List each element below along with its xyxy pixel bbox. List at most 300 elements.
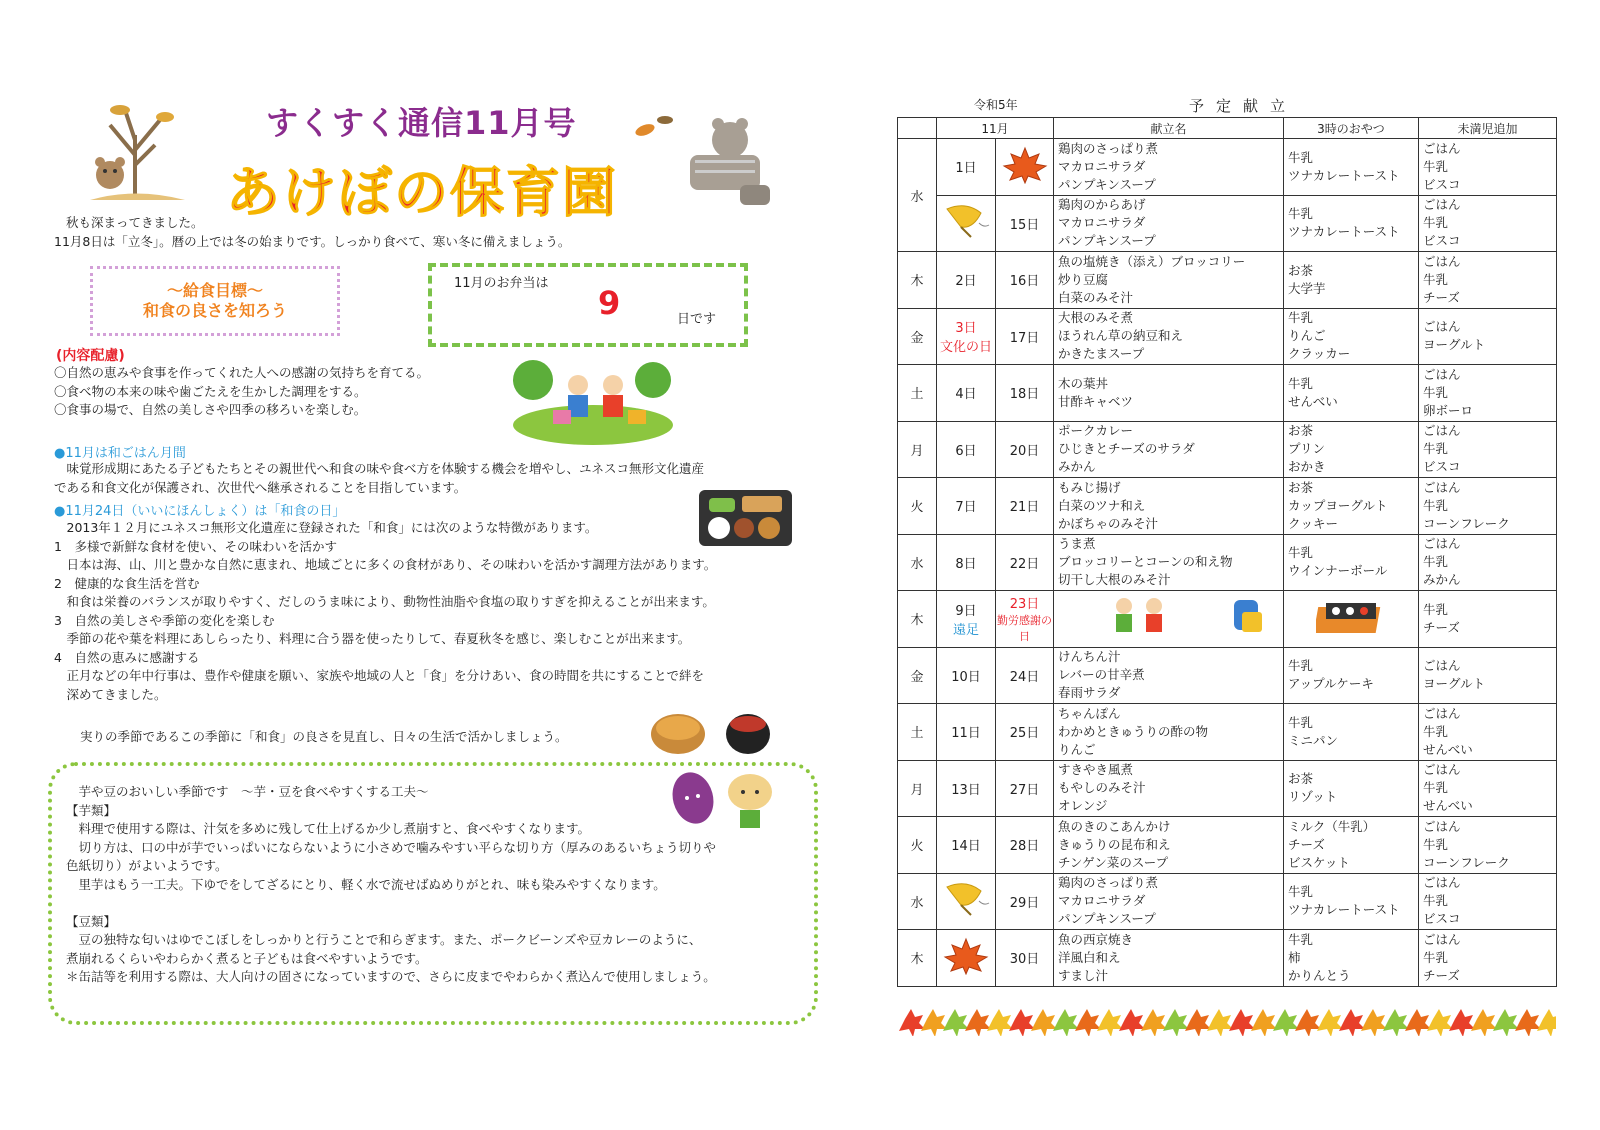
infant-cell-line: せんべい [1423, 798, 1473, 814]
dish-cell [1054, 817, 1284, 874]
snack-cell [1284, 873, 1419, 930]
consideration-item: 〇食事の場で、自然の美しさや四季の移ろいを楽しむ。 [54, 402, 367, 417]
intro-line-2: 11月8日は「立冬」。暦の上では冬の始まりです。しっかり食べて、寒い冬に備えましょう。 [54, 234, 571, 249]
infant-cell-line: ごはん [1423, 762, 1461, 778]
snack-cell-line: ウインナーボール [1288, 563, 1388, 579]
infant-cell-line: ごはん [1423, 818, 1461, 834]
date-text: 8日 [955, 556, 977, 572]
dish-cell-line: 大根のみそ煮 [1058, 310, 1134, 326]
dish-cell-line: ブロッコリーとコーンの和え物 [1058, 554, 1233, 570]
date-cell-second [996, 139, 1054, 196]
autumn-leaf-mark [1119, 1009, 1145, 1036]
intro-line-1: 秋も深まってきました。 [66, 215, 204, 230]
tips-line: ＊缶詰等を利用する際は、大人向けの固さになっていますので、さらに皮までやわらかく煮込んで使用しましょう。 [66, 969, 716, 984]
washoku-closing: 実りの季節であるこの季節に「和食」の良さを見直し、日々の生活で活かしましょう。 [80, 729, 568, 744]
snack-cell-line: 牛乳 [1288, 658, 1314, 674]
infant-cell [1419, 252, 1557, 309]
autumn-leaf-mark [1383, 1009, 1409, 1036]
tips-line: 【芋類】 [66, 802, 117, 818]
newsletter-title: あけぼの保育園 [226, 161, 618, 224]
dish-cell-line: 甘酢キャベツ [1058, 393, 1134, 409]
date-text: 25日 [1009, 726, 1040, 742]
dish-cell-line: りんご [1058, 741, 1096, 757]
date-text: 14日 [951, 839, 981, 855]
dish-cell-line: パンプキンスープ [1058, 233, 1156, 249]
infant-cell-line: ごはん [1423, 658, 1461, 674]
date-text: 6日 [955, 443, 977, 459]
paragraph-line: 深めてきました。 [54, 686, 167, 702]
weekday-cell: 月 [898, 760, 937, 817]
snack-cell-line: ミニパン [1288, 732, 1339, 748]
tips-line: 料理で使用する際は、汁気を多めに残して仕上げるか少し煮崩すと、食べやすくなります。 [66, 821, 591, 836]
weekday-cell: 月 [898, 421, 937, 478]
date-cell-second [996, 478, 1054, 535]
autumn-leaf-mark [1493, 1009, 1519, 1036]
infant-cell-line: 牛乳 [1423, 601, 1449, 617]
era-label: 令和5年 [974, 98, 1018, 112]
snack-cell-line: 大学芋 [1288, 280, 1326, 296]
menu-title: 予定献立 [1189, 97, 1298, 115]
infant-cell-line: コーンフレーク [1423, 515, 1510, 531]
consideration-item: 〇自然の恵みや食事を作ってくれた人への感謝の気持ちを育てる。 [54, 365, 430, 380]
paragraph-line: 1 多様で新鮮な食材を使い、その味わいを活かす [54, 538, 337, 554]
snack-cell-line: クラッカー [1288, 346, 1351, 362]
paragraph-line: 4 自然の恵みに感謝する [54, 649, 200, 665]
snack-cell-line: アップルケーキ [1288, 676, 1374, 692]
snack-cell-line: 柿 [1288, 949, 1301, 965]
menu-row [898, 817, 1557, 874]
menu-row [898, 534, 1557, 591]
dish-cell [1054, 760, 1284, 817]
autumn-leaf-mark [1163, 1009, 1189, 1036]
snack-cell-line: お茶 [1288, 479, 1314, 495]
snack-cell-line: ミルク（牛乳） [1288, 818, 1376, 834]
snack-cell-line: カップヨーグルト [1288, 497, 1388, 513]
date-cell-second [996, 534, 1054, 591]
dish-cell-line: 洋風白和え [1058, 949, 1121, 965]
dish-cell-line: すまし汁 [1058, 967, 1109, 983]
date-text: 2日 [955, 274, 977, 290]
infant-cell-line: せんべい [1423, 741, 1473, 757]
dish-cell-line: うま煮 [1058, 536, 1096, 552]
snack-cell [1284, 760, 1419, 817]
autumn-leaf-mark [1229, 1009, 1255, 1036]
date-cell-first [937, 591, 996, 648]
date-cell-first [937, 817, 996, 874]
blank-line [66, 894, 716, 913]
infant-cell [1419, 930, 1557, 987]
dish-cell-line: 春雨サラダ [1058, 685, 1121, 701]
newsletter-subtitle: すくすく通信11月号 [266, 104, 577, 142]
snack-cell-line: 牛乳 [1288, 375, 1314, 391]
autumn-leaf-mark [1361, 1009, 1387, 1036]
paragraph-line: 2013年１２月にユネスコ無形文化遺産に登録された「和食」には次のような特徴があります。 [54, 520, 598, 535]
dish-cell-line: 白菜のみそ汁 [1058, 289, 1134, 305]
infant-cell-line: ヨーグルト [1423, 337, 1486, 353]
menu-header-row [898, 118, 1557, 139]
snack-cell-line: ビスケット [1288, 854, 1350, 870]
date-cell-second [996, 760, 1054, 817]
paragraph-line: 季節の花や葉を料理にあしらったり、料理に合う器を使ったりして、春夏秋冬を感じ、楽しむことが出来ます。 [54, 631, 691, 646]
date-text: 22日 [1009, 556, 1040, 572]
dish-cell [1054, 308, 1284, 365]
tips-line: 色紙切り）がよいようです。 [66, 858, 228, 873]
dish-cell-line: オレンジ [1058, 798, 1108, 814]
menu-table [897, 117, 1557, 987]
autumn-leaf-mark [899, 1009, 925, 1036]
tips-line: 煮崩れるくらいやわらかく煮ると子どもは食べやすいようです。 [66, 950, 428, 966]
snack-cell-line: プリン [1288, 441, 1326, 457]
infant-cell-line: 牛乳 [1423, 723, 1449, 739]
dish-cell [1054, 195, 1284, 252]
snack-cell [1284, 817, 1419, 874]
menu-row [898, 365, 1557, 422]
date-cell-second [996, 421, 1054, 478]
infant-cell [1419, 421, 1557, 478]
lunch-goal-heading: ～給食目標～ [166, 281, 263, 300]
dish-cell-line: けんちん汁 [1058, 649, 1121, 665]
header-weekday [898, 118, 937, 139]
header-infant: 未満児追加 [1419, 118, 1557, 139]
holiday-label: 遠足 [952, 622, 979, 638]
considerations-heading: (内容配慮) [56, 348, 125, 364]
paragraph-line: 正月などの年中行事は、豊作や健康を願い、家族や地域の人と「食」を分けあい、食の時間を共にすることで絆を [54, 668, 705, 683]
infant-cell-line: 牛乳 [1423, 949, 1449, 965]
infant-cell-line: チーズ [1423, 967, 1460, 983]
autumn-leaf-mark [1405, 1009, 1431, 1036]
snack-cell [1284, 365, 1419, 422]
autumn-leaf-mark [987, 1009, 1013, 1036]
date-cell-second [996, 365, 1054, 422]
bento-suffix: 日です [677, 312, 717, 327]
dish-cell-line: みかん [1058, 459, 1096, 475]
holiday-label: 文化の日 [939, 340, 992, 356]
dish-cell [1054, 704, 1284, 761]
infant-cell-line: 牛乳 [1423, 215, 1449, 231]
infant-cell-line: 牛乳 [1423, 271, 1449, 287]
weekday-cell: 木 [898, 591, 937, 648]
date-cell-first [937, 930, 996, 987]
menu-row [898, 139, 1557, 196]
autumn-leaf-mark [1537, 1009, 1556, 1036]
infant-cell-line: ビスコ [1423, 459, 1461, 475]
infant-cell [1419, 873, 1557, 930]
date-cell-first [937, 760, 996, 817]
dish-cell-line: 鶏肉のからあげ [1058, 197, 1146, 213]
autumn-leaf-mark [1295, 1009, 1321, 1036]
date-text: 9日 [955, 603, 977, 619]
infant-cell-line: 卵ボーロ [1423, 402, 1474, 418]
snack-cell [1284, 139, 1419, 196]
menu-row [898, 873, 1557, 930]
infant-cell [1419, 534, 1557, 591]
infant-cell-line: ビスコ [1423, 176, 1461, 192]
date-cell-second [996, 195, 1054, 252]
menu-row [898, 647, 1557, 704]
weekday-cell: 水 [898, 534, 937, 591]
dish-cell-line: もやしのみそ汁 [1058, 780, 1146, 796]
excursion-kids-icon [1054, 591, 1284, 648]
date-text: 27日 [1009, 782, 1040, 798]
tips-line: 里芋はもう一工夫。下ゆでをしてざるにとり、軽く水で流せばぬめりがとれ、味も染みやすくなります。 [66, 876, 666, 892]
ginkgo-leaf-icon [941, 203, 991, 239]
infant-cell [1419, 591, 1557, 648]
menu-row [898, 195, 1557, 252]
snack-cell-line: 牛乳 [1288, 545, 1314, 561]
menu-row [898, 252, 1557, 309]
paragraph-line: である和食文化が保護され、次世代へ継承されることを目指しています。 [54, 479, 467, 495]
infant-cell [1419, 195, 1557, 252]
autumn-leaf-mark [943, 1009, 969, 1036]
date-text: 28日 [1009, 839, 1040, 855]
date-text: 24日 [1009, 669, 1040, 685]
dish-cell-line: 炒り豆腐 [1058, 271, 1109, 287]
paragraph-line: 味覚形成期にあたる子どもたちとその親世代へ和食の味や食べ方を体験する機会を増やし、ユネスコ無形文化遺産 [54, 461, 705, 476]
bento-label: 11月のお弁当は [454, 276, 549, 291]
autumn-leaf-mark [1273, 1009, 1299, 1036]
date-cell-second [996, 930, 1054, 987]
food-bowls-illustration [650, 706, 775, 756]
dish-cell-line: かぼちゃのみそ汁 [1058, 515, 1159, 531]
tips-line: 【豆類】 [66, 913, 117, 929]
weekday-cell: 金 [898, 308, 937, 365]
date-text: 23日 [1009, 597, 1040, 613]
dish-cell-line: パンプキンスープ [1058, 911, 1156, 927]
bento-box-icon [1284, 591, 1419, 648]
date-text: 29日 [1009, 895, 1040, 911]
ginkgo-leaf-icon [941, 881, 991, 917]
dish-cell [1054, 365, 1284, 422]
date-cell-first [937, 704, 996, 761]
date-cell-second [996, 308, 1054, 365]
autumn-tree-illustration [80, 95, 190, 205]
date-cell-first [937, 873, 996, 930]
snack-cell [1284, 421, 1419, 478]
snack-cell [1284, 252, 1419, 309]
autumn-leaf-mark [1031, 1009, 1057, 1036]
date-text: 13日 [951, 782, 981, 798]
menu-row [898, 930, 1557, 987]
infant-cell-line: 牛乳 [1423, 441, 1449, 457]
snack-cell [1284, 195, 1419, 252]
date-text: 1日 [955, 161, 977, 177]
dish-cell-line: チンゲン菜のスープ [1058, 854, 1169, 870]
considerations-list [54, 364, 429, 420]
dish-cell-line: 魚の西京焼き [1058, 931, 1134, 947]
lunch-goal-text: 和食の良さを知ろう [142, 301, 287, 320]
dish-cell-line: 白菜のツナ和え [1058, 497, 1146, 513]
snack-cell-line: おかき [1288, 459, 1326, 475]
autumn-leaf-mark [1053, 1009, 1079, 1036]
infant-cell-line: 牛乳 [1423, 836, 1449, 852]
weekday-cell: 火 [898, 817, 937, 874]
snack-cell-line: りんご [1288, 328, 1326, 344]
date-cell-second [996, 591, 1054, 648]
snack-cell [1284, 704, 1419, 761]
tips-text [66, 783, 716, 987]
snack-cell [1284, 647, 1419, 704]
snack-cell-line: お茶 [1288, 771, 1314, 787]
menu-row [898, 591, 1557, 648]
snack-cell-line: ツナカレートースト [1288, 224, 1400, 240]
autumn-leaf-mark [1185, 1009, 1211, 1036]
date-text: 16日 [1009, 274, 1040, 290]
snack-cell [1284, 478, 1419, 535]
autumn-leaf-mark [1141, 1009, 1167, 1036]
dish-cell-line: パンプキンスープ [1058, 176, 1156, 192]
dish-cell-line: マカロニサラダ [1058, 893, 1146, 909]
holiday-label: 勤労感謝の日 [997, 614, 1052, 644]
autumn-leaf-mark [1317, 1009, 1343, 1036]
dish-cell-line: 魚の塩焼き（添え）ブロッコリー [1058, 253, 1246, 269]
infant-cell-line: ごはん [1423, 366, 1461, 382]
paragraph-line: 和食は栄養のバランスが取りやすく、だしのうま味により、動物性油脂や食塩の取りすぎを抑えることが出来ます。 [54, 594, 715, 609]
snack-cell-line: お茶 [1288, 423, 1314, 439]
header-dish: 献立名 [1054, 118, 1284, 139]
infant-cell-line: ごはん [1423, 197, 1461, 213]
snack-cell-line: クッキー [1288, 515, 1339, 531]
dish-cell-line: 魚のきのこあんかけ [1058, 818, 1171, 834]
date-text: 18日 [1009, 387, 1040, 403]
date-text: 15日 [1009, 217, 1040, 233]
washoku-day-heading: ●11月24日（いいにほんしょく）は「和食の日」 [54, 504, 346, 519]
infant-cell-line: 牛乳 [1423, 893, 1449, 909]
date-text: 21日 [1009, 500, 1040, 516]
snack-cell-line: かりんとう [1288, 967, 1351, 983]
weekday-cell: 金 [898, 647, 937, 704]
tips-line: 芋や豆のおいしい季節です ～芋・豆を食べやすくする工夫～ [66, 784, 429, 799]
infant-cell-line: ごはん [1423, 875, 1461, 891]
weekday-cell: 木 [898, 252, 937, 309]
bento-day-number: 9 [598, 284, 621, 322]
date-cell-first [937, 534, 996, 591]
infant-cell [1419, 308, 1557, 365]
infant-cell-line: チーズ [1423, 619, 1460, 635]
date-text: 17日 [1009, 330, 1040, 346]
wagohan-month-heading: ●11月は和ごはん月間 [54, 446, 186, 461]
snack-cell-line: リゾット [1288, 789, 1338, 805]
infant-cell-line: ごはん [1423, 705, 1461, 721]
dish-cell [1054, 873, 1284, 930]
date-text: 4日 [955, 387, 977, 403]
date-cell-second [996, 817, 1054, 874]
infant-cell-line: 牛乳 [1423, 497, 1449, 513]
dish-cell-line: マカロニサラダ [1058, 158, 1146, 174]
snack-cell-line: 牛乳 [1288, 149, 1314, 165]
autumn-leaf-mark [1339, 1009, 1365, 1036]
autumn-leaf-mark [921, 1009, 947, 1036]
washoku-tray-illustration [697, 486, 794, 550]
infant-cell-line: ごはん [1423, 140, 1461, 156]
maple-leaf-icon [943, 937, 989, 975]
date-cell-second [996, 873, 1054, 930]
infant-cell [1419, 817, 1557, 874]
infant-cell-line: ビスコ [1423, 233, 1461, 249]
infant-cell [1419, 704, 1557, 761]
maple-leaf-icon [1002, 146, 1048, 184]
infant-cell-line: ごはん [1423, 479, 1461, 495]
date-text: 7日 [955, 500, 977, 516]
date-text: 20日 [1009, 443, 1040, 459]
infant-cell-line: 牛乳 [1423, 780, 1449, 796]
dish-cell [1054, 930, 1284, 987]
picnic-kids-illustration [508, 355, 678, 445]
snack-cell [1284, 534, 1419, 591]
infant-cell-line: 牛乳 [1423, 554, 1449, 570]
autumn-leaves-border [897, 1002, 1556, 1036]
infant-cell-line: ごはん [1423, 253, 1461, 269]
date-cell-second [996, 704, 1054, 761]
infant-cell-line: コーンフレーク [1423, 854, 1510, 870]
date-cell-second [996, 647, 1054, 704]
infant-cell [1419, 139, 1557, 196]
consideration-item: 〇食べ物の本来の味や歯ごたえを生かした調理をする。 [54, 383, 367, 399]
date-cell-first [937, 139, 996, 196]
leaves-and-rocks-illustration [635, 110, 785, 215]
dish-cell-line: 鶏肉のさっぱり煮 [1058, 875, 1159, 891]
snack-cell [1284, 930, 1419, 987]
washoku-day-text [54, 519, 716, 704]
weekday-cell: 土 [898, 365, 937, 422]
dish-cell [1054, 421, 1284, 478]
dish-cell-line: かきたまスープ [1058, 346, 1145, 362]
paragraph-line: 2 健康的な食生活を営む [54, 575, 200, 591]
autumn-leaf-mark [1097, 1009, 1123, 1036]
dish-cell-line: 鶏肉のさっぱり煮 [1058, 140, 1159, 156]
snack-cell-line: 牛乳 [1288, 884, 1314, 900]
infant-cell [1419, 478, 1557, 535]
date-cell-first [937, 421, 996, 478]
wagohan-month-text [54, 460, 704, 497]
date-cell-first [937, 252, 996, 309]
infant-cell-line: ごはん [1423, 319, 1461, 335]
infant-cell [1419, 647, 1557, 704]
dish-cell-line: マカロニサラダ [1058, 215, 1146, 231]
sweet-potato-and-bean-illustration [665, 770, 780, 835]
dish-cell-line: 木の葉丼 [1058, 375, 1109, 391]
snack-cell-line: 牛乳 [1288, 206, 1314, 222]
weekday-cell: 水 [898, 139, 937, 252]
infant-cell-line: みかん [1423, 572, 1461, 588]
date-cell-first [937, 365, 996, 422]
dish-cell-line: レバーの甘辛煮 [1058, 667, 1145, 683]
menu-row [898, 704, 1557, 761]
paragraph-line: 3 自然の美しさや季節の変化を楽しむ [54, 612, 275, 628]
menu-row [898, 421, 1557, 478]
snack-cell-line: 牛乳 [1288, 714, 1314, 730]
autumn-leaf-mark [1075, 1009, 1101, 1036]
autumn-leaf-mark [1427, 1009, 1453, 1036]
dish-cell-line: もみじ揚げ [1058, 479, 1121, 495]
infant-cell-line: ヨーグルト [1423, 676, 1486, 692]
date-text: 10日 [951, 669, 981, 685]
date-text: 11日 [951, 726, 981, 742]
infant-cell-line: ごはん [1423, 423, 1461, 439]
menu-row [898, 308, 1557, 365]
menu-row [898, 760, 1557, 817]
dish-cell [1054, 252, 1284, 309]
date-cell-first [937, 647, 996, 704]
lunch-goal-box [90, 266, 340, 336]
header-snack: 3時のおやつ [1284, 118, 1419, 139]
date-cell-first [937, 478, 996, 535]
infant-cell-line: 牛乳 [1423, 158, 1449, 174]
date-cell-second [996, 252, 1054, 309]
menu-row [898, 478, 1557, 535]
snack-cell [1284, 308, 1419, 365]
infant-cell-line: ごはん [1423, 931, 1461, 947]
autumn-leaf-mark [1207, 1009, 1233, 1036]
